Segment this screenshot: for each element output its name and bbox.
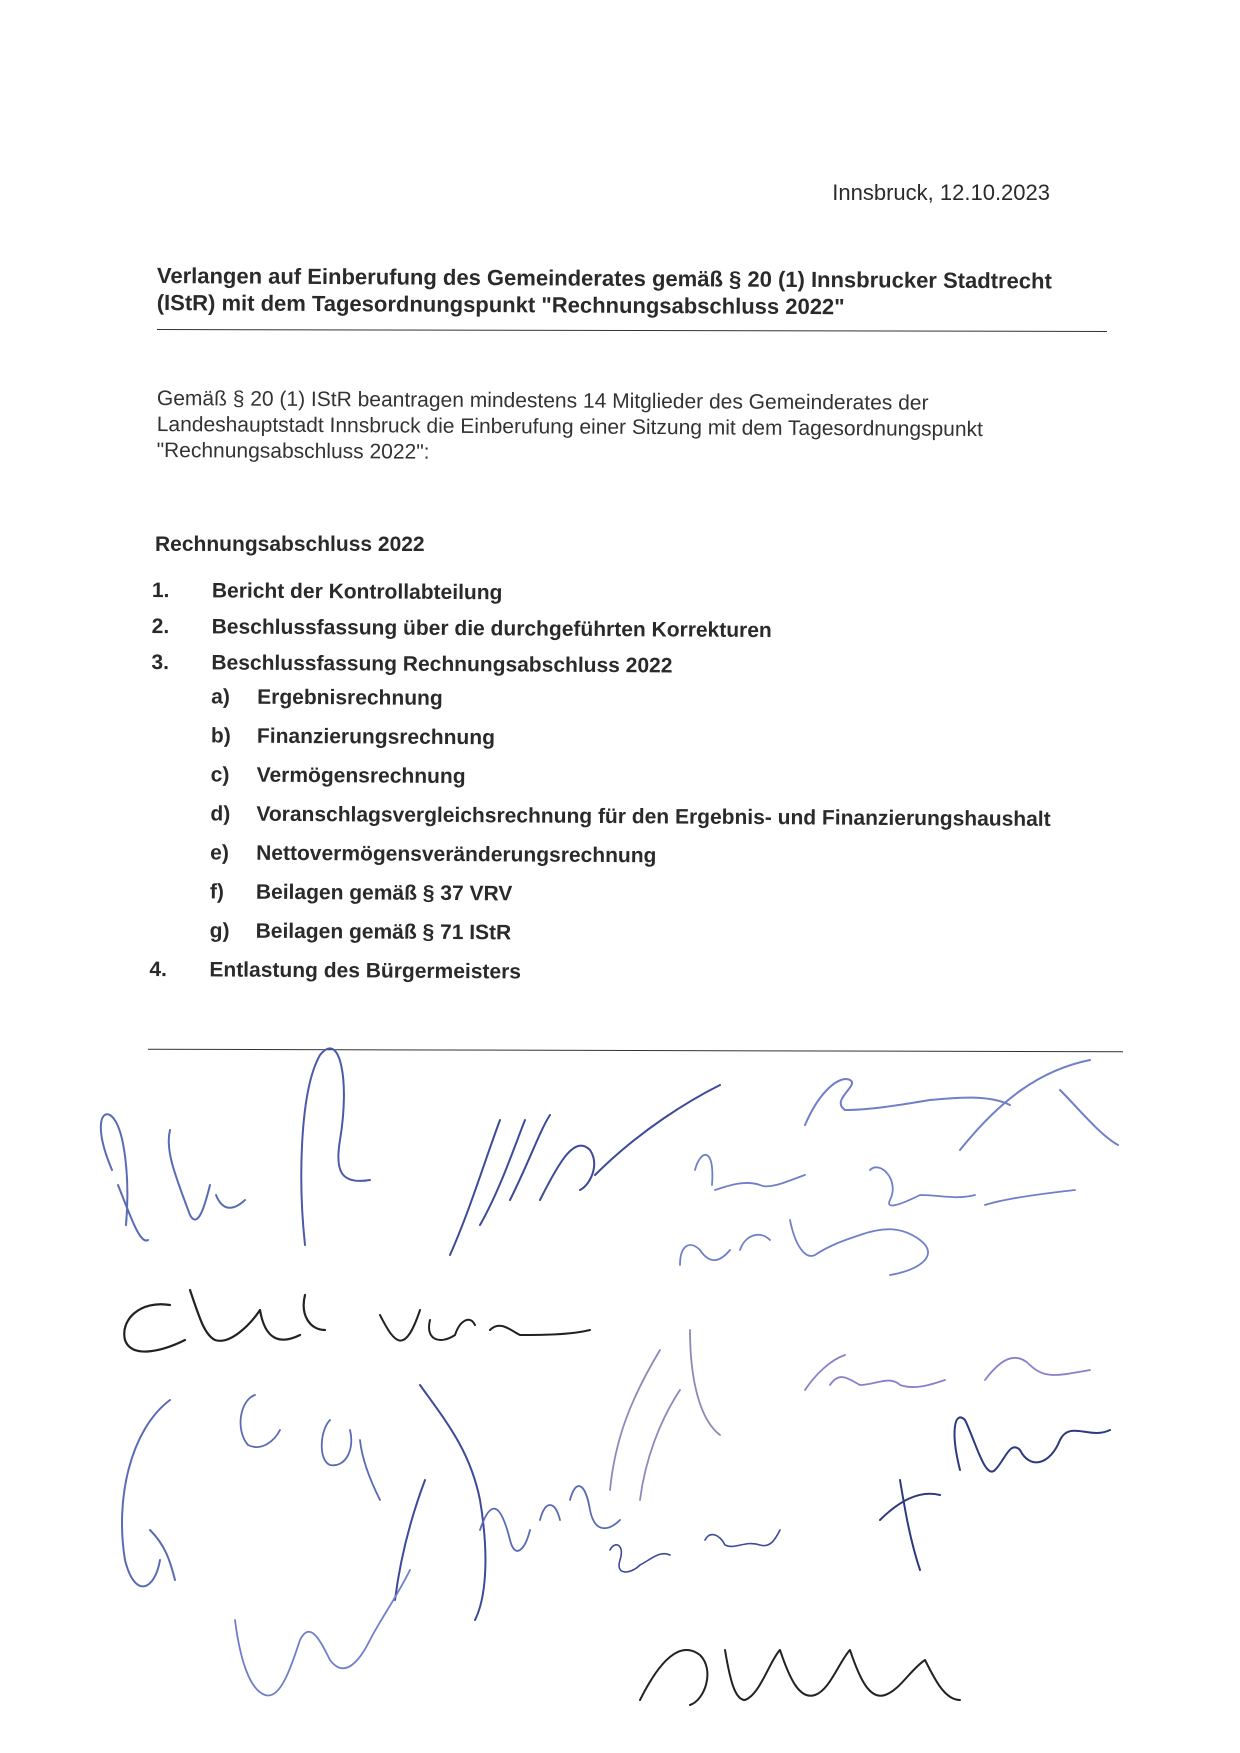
agenda-item-text: Entlastung des Bürgermeisters xyxy=(209,958,522,984)
subitem-letter: c) xyxy=(210,763,230,787)
signature xyxy=(955,1417,1110,1471)
signature xyxy=(680,1220,928,1275)
document-heading: Verlangen auf Einberufung des Gemeinderates gemäß § 20 (1) Innsbrucker Stadtrecht (IStR) mit dem Tagesordnungspunkt "Rechnungsabschluss 2022" xyxy=(156,262,1052,320)
signature xyxy=(640,1650,960,1705)
agenda-item-number: 3. xyxy=(151,650,170,675)
signature xyxy=(610,1530,780,1572)
agenda-item-text: Beschlussfassung Rechnungsabschluss 2022 xyxy=(211,651,673,678)
subitem-text: Ergebnisrechnung xyxy=(257,685,443,710)
subitem-text: Beilagen gemäß § 37 VRV xyxy=(255,880,513,906)
signature xyxy=(124,1290,325,1352)
agenda-item-text: Bericht der Kontrollabteilung xyxy=(211,579,503,605)
agenda-item-number: 4. xyxy=(149,957,167,982)
subitem-letter: a) xyxy=(211,685,230,709)
signature xyxy=(395,1385,485,1620)
signature xyxy=(610,1330,720,1500)
signature xyxy=(450,1085,720,1255)
subitem-text: Voranschlagsvergleichsrechnung für den Ergebnis- und Finanzierungshaushalt xyxy=(256,802,1051,831)
subitem-letter: g) xyxy=(209,919,230,943)
signature xyxy=(880,1480,940,1570)
signature xyxy=(235,1570,410,1696)
signature xyxy=(380,1310,590,1341)
subitem-text: Nettovermögensveränderungsrechnung xyxy=(256,841,657,868)
agenda-item-text: Beschlussfassung über die durchgeführten Korrekturen xyxy=(211,615,772,643)
signature xyxy=(805,1355,1090,1390)
signature xyxy=(301,1048,370,1245)
signature xyxy=(122,1400,175,1586)
subitem-letter: d) xyxy=(210,802,231,826)
signature xyxy=(805,1060,1118,1150)
signature xyxy=(480,1486,620,1551)
signature xyxy=(695,1155,1075,1206)
subitem-text: Vermögensrechnung xyxy=(256,763,466,789)
subitem-letter: b) xyxy=(210,724,231,748)
agenda-title: Rechnungsabschluss 2022 xyxy=(155,533,425,556)
signature xyxy=(241,1395,380,1500)
subitem-text: Beilagen gemäß § 71 IStR xyxy=(255,919,512,945)
place-date: Innsbruck, 12.10.2023 xyxy=(832,180,1050,205)
intro-paragraph: Gemäß § 20 (1) IStR beantragen mindestens 14 Mitglieder des Gemeinderates der Landeshauptstadt Innsbruck die Einberufung einer Sitzung mit dem Tagesordnungspunkt "Rechnungsabschluss 2022": xyxy=(156,386,983,464)
subitem-letter: f) xyxy=(209,880,224,904)
agenda-item-number: 1. xyxy=(151,579,170,603)
subitem-text: Finanzierungsrechnung xyxy=(256,724,496,750)
subitem-letter: e) xyxy=(210,841,229,865)
agenda-item-number: 2. xyxy=(151,614,170,639)
signature xyxy=(101,1114,245,1240)
